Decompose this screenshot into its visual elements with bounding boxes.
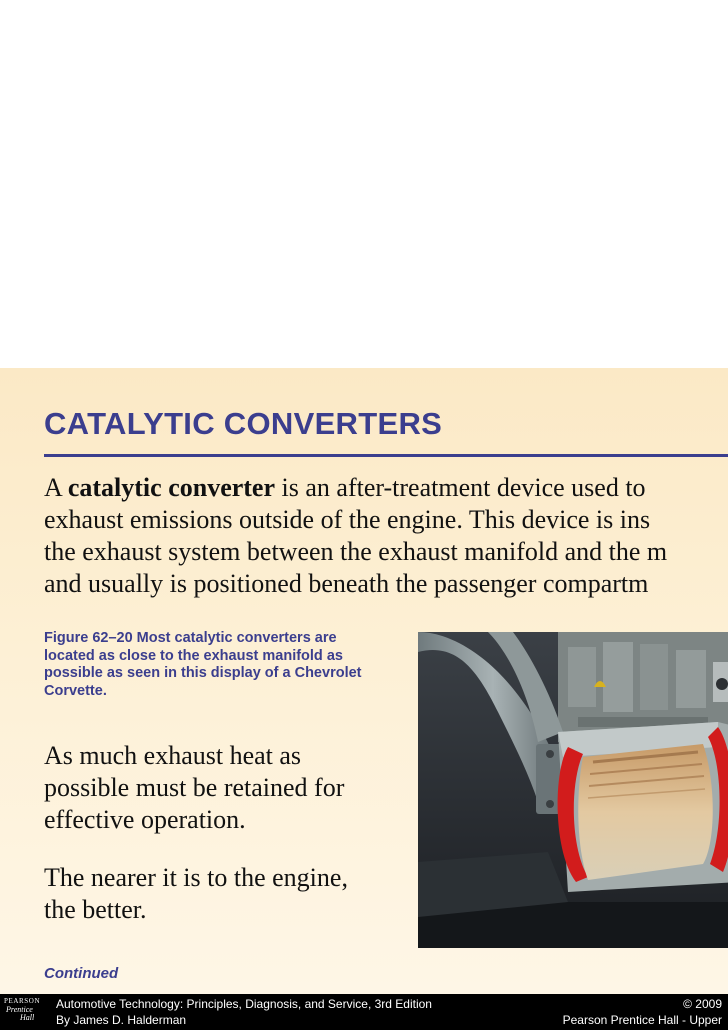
footer-publisher: Pearson Prentice Hall - Upper (562, 1013, 722, 1027)
figure-caption: Figure 62–20 Most catalytic converters are located as close to the exhaust manifold as possible as seen in this display of a Chevrolet Corvette. (44, 630, 362, 699)
logo-prentice: Prentice (6, 1005, 33, 1014)
logo-hall: Hall (20, 1013, 35, 1022)
lead-term: catalytic converter (67, 473, 276, 502)
lead-line-3: the exhaust system between the exhaust manifold and the m (44, 537, 668, 566)
lead-line1-rest: is an after-treatment device used to (275, 473, 646, 502)
pearson-prentice-hall-logo (0, 994, 46, 1030)
lead-line-4: and usually is positioned beneath the passenger compartm (44, 569, 649, 598)
lead-paragraph (44, 472, 728, 600)
footer-author: By James D. Halderman (56, 1013, 187, 1027)
lead-line-2: exhaust emissions outside of the engine. This device is ins (44, 505, 651, 534)
lead-line-1 (44, 472, 728, 504)
footer-bar (0, 994, 728, 1030)
body-paragraph-1: As much exhaust heat as possible must be retained for effective operation. (44, 741, 345, 834)
footer-copyright: © 2009 (683, 997, 722, 1011)
body-paragraph-2: The nearer it is to the engine, the better. (44, 863, 348, 924)
slide-content (0, 368, 728, 994)
slide-title: CATALYTIC CONVERTERS (44, 406, 443, 441)
lead-before: A (44, 473, 68, 502)
logo-pearson: PEARSON (4, 997, 41, 1005)
catalytic-converter-photo (418, 632, 728, 948)
logo-prentice-hall (6, 1006, 34, 1022)
footer-book-title: Automotive Technology: Principles, Diagnosis, and Service, 3rd Edition (56, 997, 432, 1011)
title-divider (44, 454, 728, 457)
photo-illustration (418, 632, 728, 948)
continued-label: Continued (44, 965, 119, 982)
